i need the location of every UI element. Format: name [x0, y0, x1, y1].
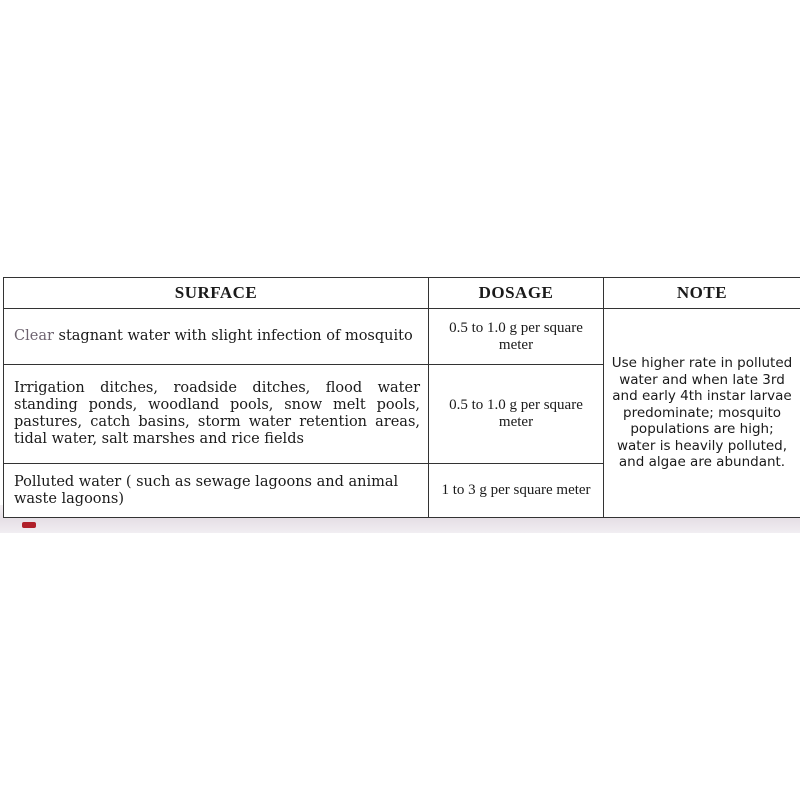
dosage-cell: 0.5 to 1.0 g per square meter	[429, 365, 604, 464]
header-row	[4, 278, 800, 309]
header-dosage: DOSAGE	[429, 278, 604, 309]
header-surface: SURFACE	[4, 278, 429, 309]
dosage-cell: 0.5 to 1.0 g per square meter	[429, 309, 604, 365]
surface-cell: Polluted water ( such as sewage lagoons and animal waste lagoons)	[4, 464, 429, 518]
header-note: NOTE	[604, 278, 800, 309]
surface-cell: Irrigation ditches, roadside ditches, flood water standing ponds, woodland pools, snow melt pools, pastures, catch basins, storm water retention areas, tidal water, salt marshes and rice fields	[4, 365, 429, 464]
table-row	[4, 309, 800, 365]
surface-prefix: Clear	[14, 328, 54, 344]
surface-text: stagnant water with slight infection of mosquito	[53, 328, 413, 344]
note-cell: Use higher rate in polluted water and when late 3rd and early 4th instar larvae predominate; mosquito populations are high; water is heavily polluted, and algae are abundant.	[604, 309, 800, 518]
red-print-mark	[22, 522, 36, 528]
dosage-table	[3, 277, 800, 518]
dosage-cell: 1 to 3 g per square meter	[429, 464, 604, 518]
surface-cell	[4, 309, 429, 365]
